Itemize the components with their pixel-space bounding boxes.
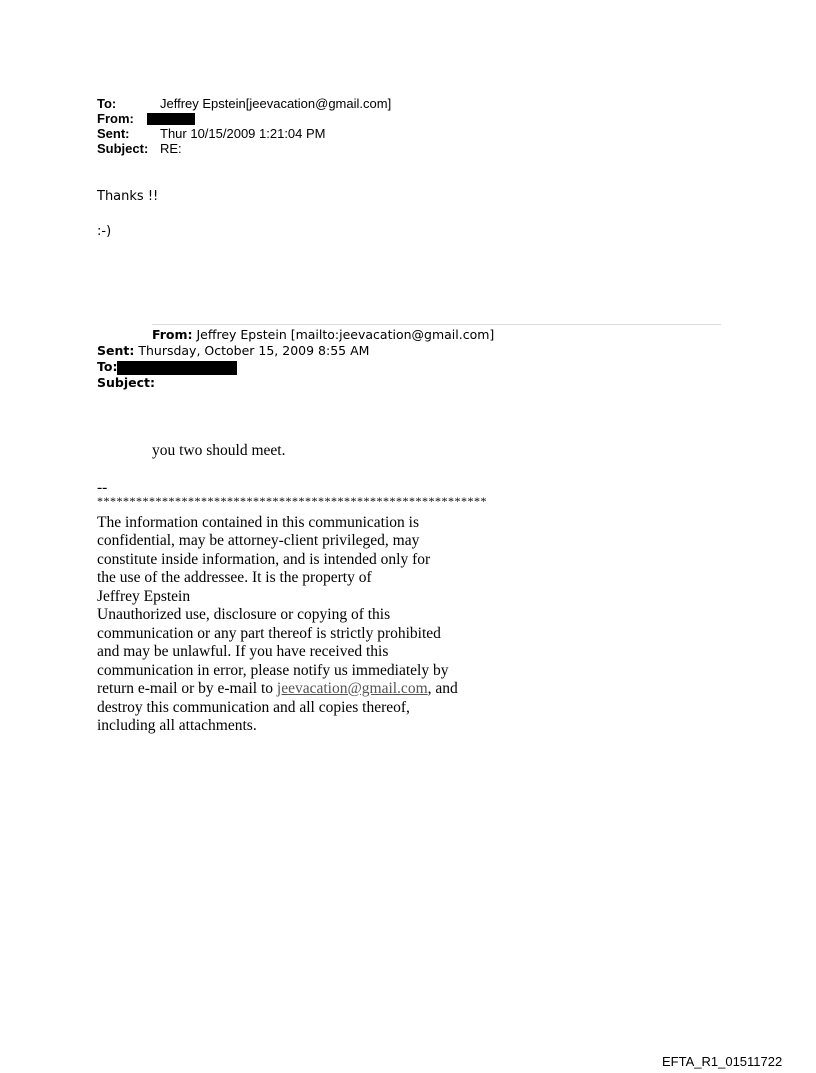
from-label: From: <box>97 111 134 126</box>
to-label: To: <box>97 96 117 111</box>
sent-value: Thur 10/15/2009 1:21:04 PM <box>160 126 326 141</box>
subject-label: Subject: <box>97 141 149 156</box>
footer-line: destroy this communication and all copies thereof, <box>97 699 410 716</box>
footer-line-email <box>97 680 458 698</box>
quoted-sent-label: Sent: <box>97 343 135 358</box>
quoted-body-text: you two should meet. <box>152 442 286 459</box>
footer-line: communication or any part thereof is strictly prohibited <box>97 625 441 642</box>
quoted-to-redaction <box>117 361 237 375</box>
footer-line: constitute inside information, and is intended only for <box>97 551 431 568</box>
document-id: EFTA_R1_01511722 <box>662 1054 783 1069</box>
footer-line-pre: return e-mail or by e-mail to <box>97 680 277 697</box>
quoted-to-label: To: <box>97 359 118 374</box>
quoted-sent-value: Thursday, October 15, 2009 8:55 AM <box>134 343 370 358</box>
reply-line-1: Thanks !! <box>97 189 159 204</box>
reply-line-2: :-) <box>97 224 112 239</box>
quoted-subject-line <box>97 375 155 390</box>
quoted-from-value: Jeffrey Epstein [mailto:jeevacation@gmail.com] <box>192 327 495 342</box>
footer-line: and may be unlawful. If you have received this <box>97 643 389 660</box>
footer-line: Unauthorized use, disclosure or copying of this <box>97 606 391 623</box>
footer-line: confidential, may be attorney-client privileged, may <box>97 532 420 549</box>
footer-dashes: -- <box>97 479 108 496</box>
footer-line: The information contained in this communication is <box>97 514 419 531</box>
subject-value: RE: <box>160 141 182 156</box>
footer-line: communication in error, please notify us immediately by <box>97 662 449 679</box>
footer-line: including all attachments. <box>97 717 257 734</box>
footer-line: the use of the addressee. It is the property of <box>97 569 372 586</box>
from-redaction <box>147 113 195 125</box>
footer-line-post: , and <box>427 680 458 697</box>
sent-label: Sent: <box>97 126 130 141</box>
quoted-subject-label: Subject: <box>97 375 155 390</box>
footer-stars: ************************************************************ <box>97 494 487 508</box>
quoted-to-line <box>97 359 117 374</box>
quoted-from-label: From: <box>152 327 193 342</box>
to-value: Jeffrey Epstein[jeevacation@gmail.com] <box>160 96 392 111</box>
email-link[interactable]: jeevacation@gmail.com <box>276 680 428 697</box>
quote-separator <box>152 324 721 325</box>
footer-line: Jeffrey Epstein <box>97 588 191 605</box>
quoted-sent-line <box>97 343 369 358</box>
quoted-from-line <box>152 327 494 342</box>
